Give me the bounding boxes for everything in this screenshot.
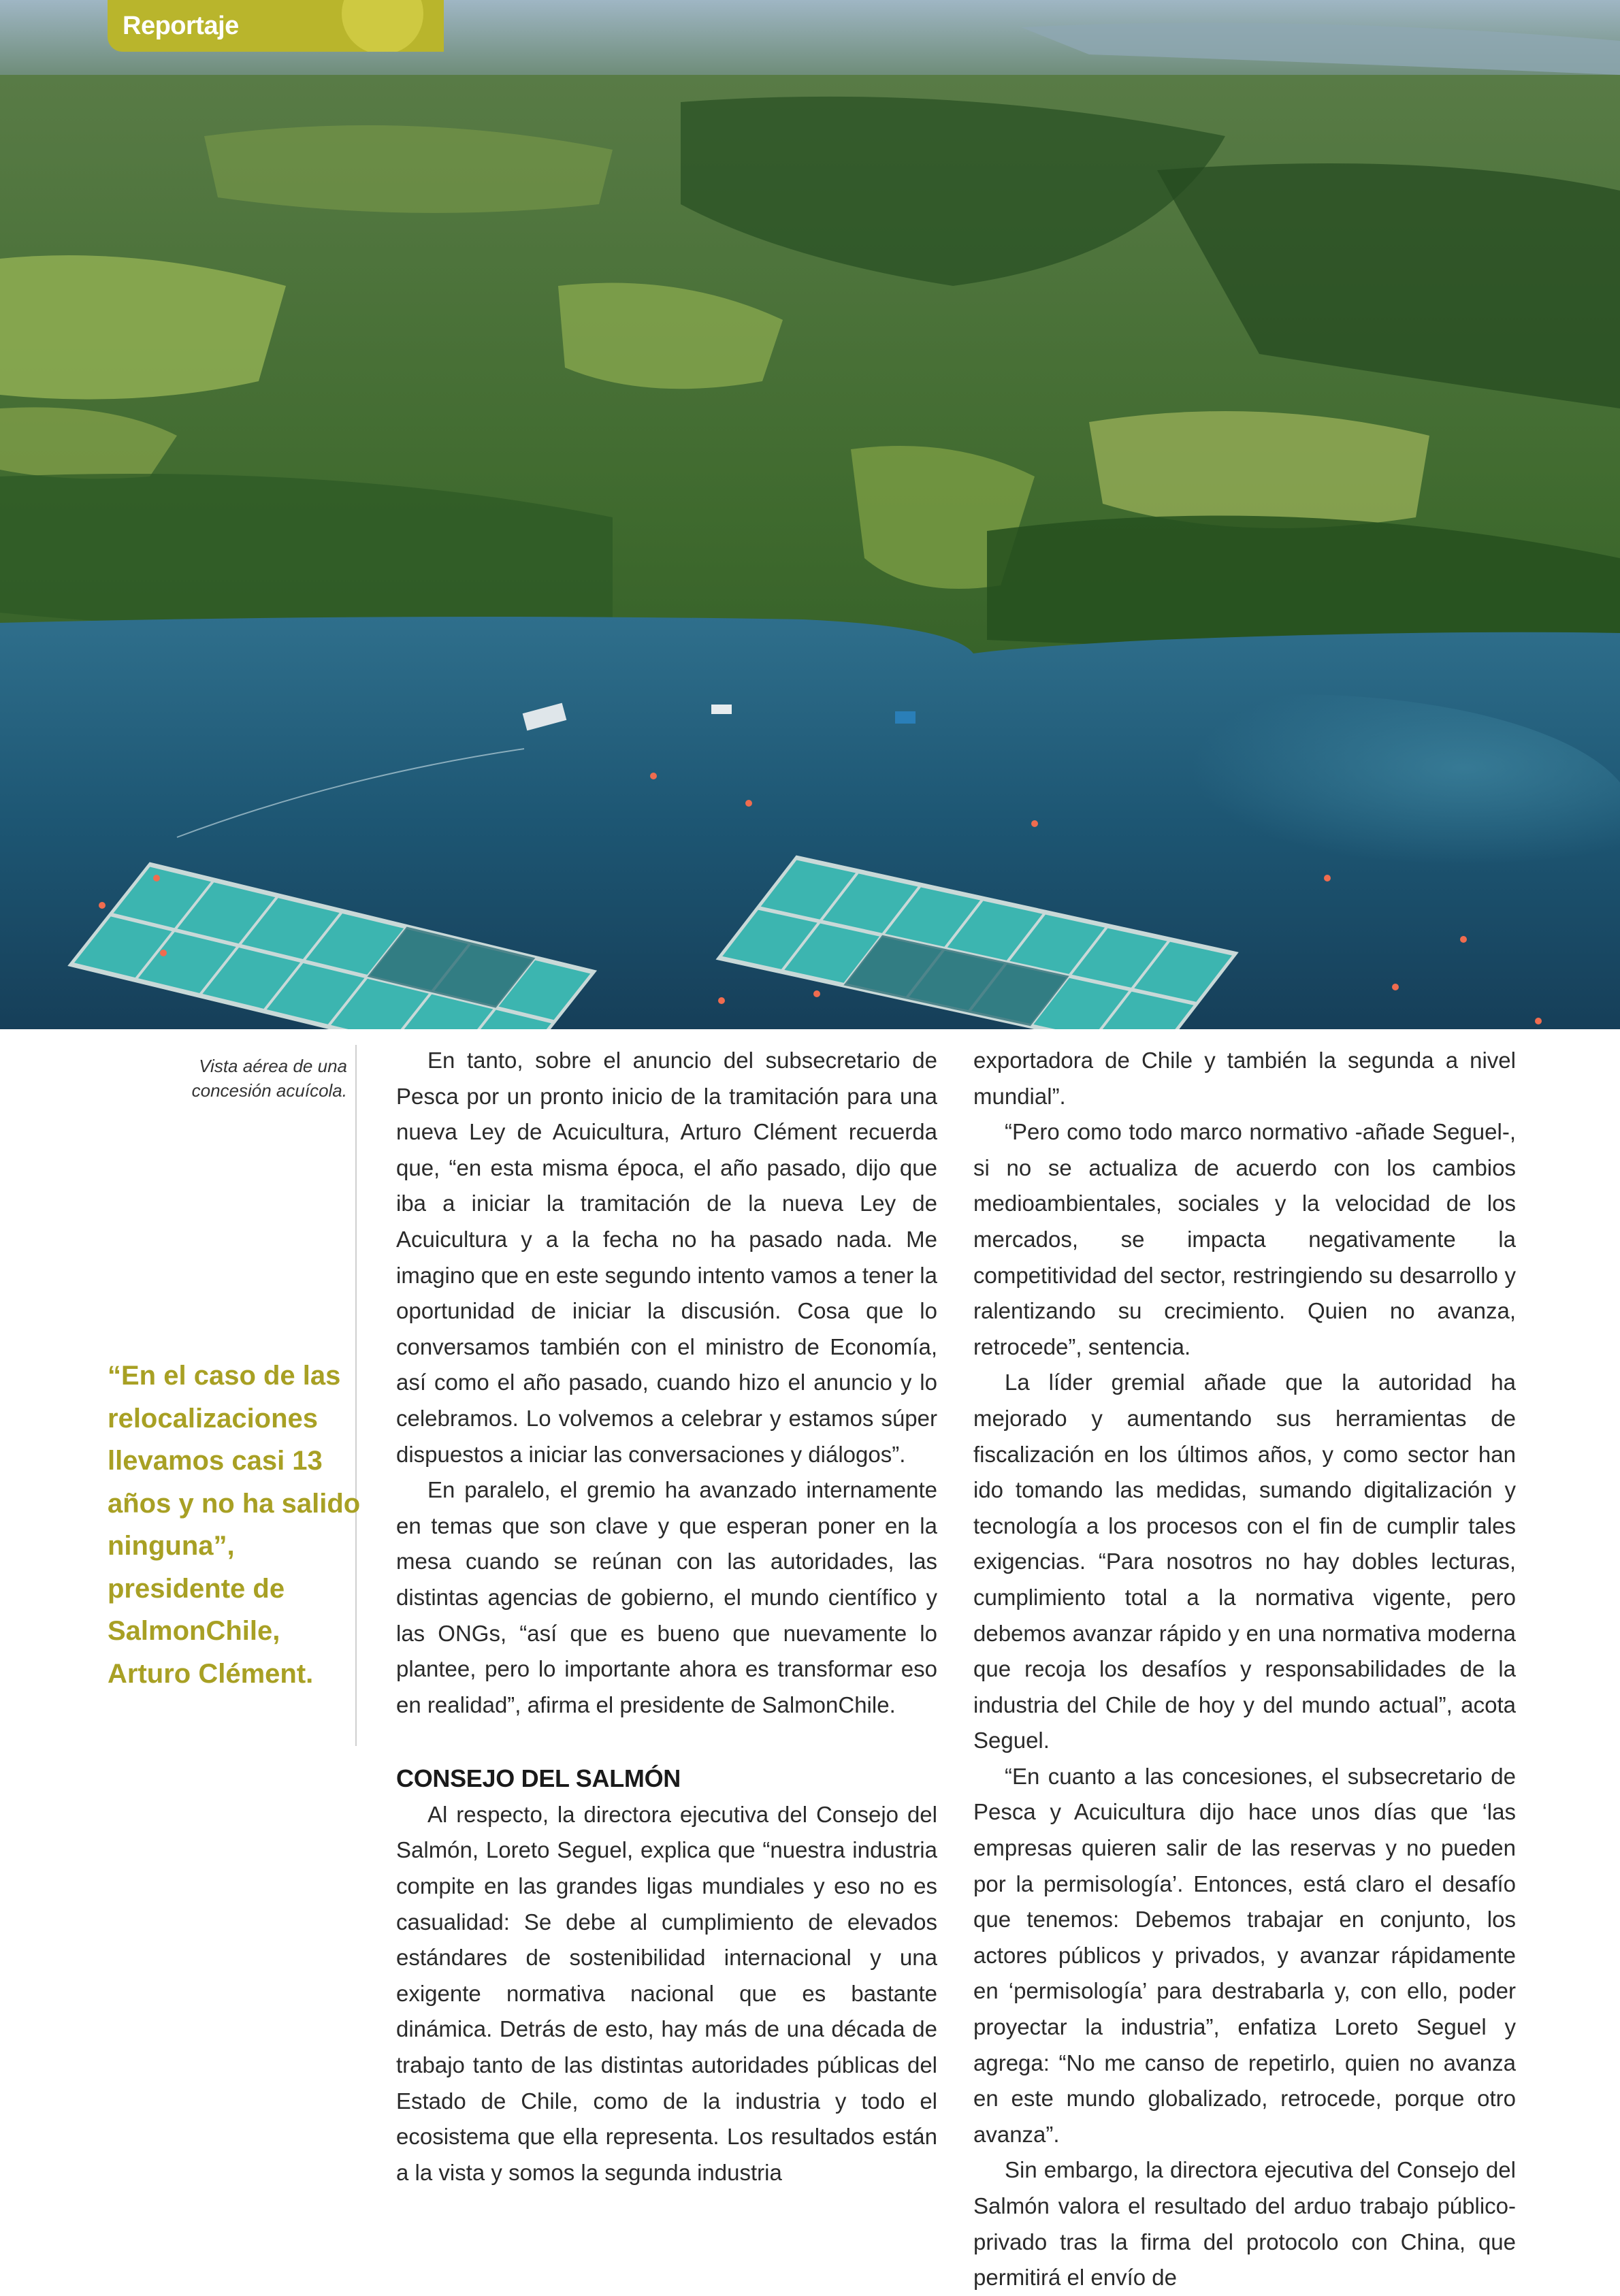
section-heading: CONSEJO DEL SALMÓN (396, 1764, 681, 1793)
paragraph: “En cuanto a las concesiones, el subsecretario de Pesca y Acuicultura dijo hace unos días que ‘las empresas quieren salir de las reservas y no pueden por la permisología’. Entonces, está claro el desafío que tenemos: Debemos trabajar en conjunto, los actores públicos y privados, y avanzar rápidamente en ‘permisología’ para destrabarla y, con ello, poder proyectar la industria”, enfatiza Loreto Seguel y agrega: “No me canso de repetirlo, quien no avanza en este mundo globalizado, retrocede, porque otro avanza”. (973, 1763, 1516, 2147)
paragraph: exportadora de Chile y también la segunda a nivel mundial”. (973, 1048, 1516, 1109)
text-column-2 (973, 1043, 1516, 2296)
section-tab (108, 0, 444, 52)
section-tab-label: Reportaje (123, 11, 239, 40)
paragraph: Al respecto, la directora ejecutiva del Consejo del Salmón, Loreto Seguel, explica que “nuestra industria compite en las grandes ligas mundiales y eso no es casualidad: Se debe al cumplimiento de elevados estándares de sostenibilidad internacional y una exigente normativa nacional que es bastante dinámica. Detrás de esto, hay más de una década de trabajo tanto de las distintas autoridades públicas del Estado de Chile, como de la industria y todo el ecosistema que ella representa. Los resultados están a la vista y somos la segunda industria (396, 1801, 937, 2185)
aerial-photo (0, 0, 1620, 1029)
pull-quote: “En el caso de las relocalizaciones llevamos casi 13 años y no ha salido ninguna”, presidente de SalmonChile, Arturo Clément. (108, 1361, 361, 1689)
photo-caption: Vista aérea de una concesión acuícola. (191, 1056, 347, 1101)
tab-decoration (342, 0, 423, 52)
paragraph: En paralelo, el gremio ha avanzado internamente en temas que son clave y que esperan poner en la mesa cuando se reúnan con las autoridades, las distintas agencias de gobierno, el mundo científico y las ONGs, “así que es bueno que nuevamente lo plantee, pero lo importante ahora es transformar eso en realidad”, afirma el presidente de SalmonChile. (396, 1477, 937, 1717)
spacer (396, 1723, 937, 1761)
paragraph: Sin embargo, la directora ejecutiva del Consejo del Salmón valora el resultado del arduo trabajo público-privado tras la firma del protocolo con China, que permitirá el envío de (973, 2157, 1516, 2291)
paragraph: “Pero como todo marco normativo -añade Seguel-, si no se actualiza de acuerdo con los cambios medioambientales, sociales y la velocidad de los mercados, se impacta negativamente la competitividad del sector, restringiendo su desarrollo y ralentizando su crecimiento. Quien no avanza, retrocede”, sentencia. (973, 1119, 1516, 1359)
text-column-1 (396, 1043, 937, 2190)
paragraph: En tanto, sobre el anuncio del subsecretario de Pesca por un pronto inicio de la tramitación para una nueva Ley de Acuicultura, Arturo Clément recuerda que, “en esta misma época, el año pasado, dijo que iba a iniciar la tramitación de la nueva Ley de Acuicultura y a la fecha no ha pasado nada. Me imagino que en este segundo intento vamos a tener la oportunidad de iniciar la discusión. Cosa que lo conversamos también con el ministro de Economía, así como el año pasado, cuando hizo el anuncio y lo celebramos. Lo volvemos a celebrar y estamos súper dispuestos a iniciar las conversaciones y diálogos”. (396, 1048, 937, 1467)
paragraph: La líder gremial añade que la autoridad ha mejorado y aumentando sus herramientas de fiscalización en los últimos años, y como sector han ido tomando las medidas, sumando digitalización y tecnología a los procesos con el fin de cumplir tales exigencias. “Para nosotros no hay dobles lecturas, cumplimiento total a la normativa vigente, pero debemos avanzar rápido y en una normativa moderna que recoja los desafíos y responsabilidades de la industria del Chile de hoy y del mundo actual”, acota Seguel. (973, 1370, 1516, 1753)
